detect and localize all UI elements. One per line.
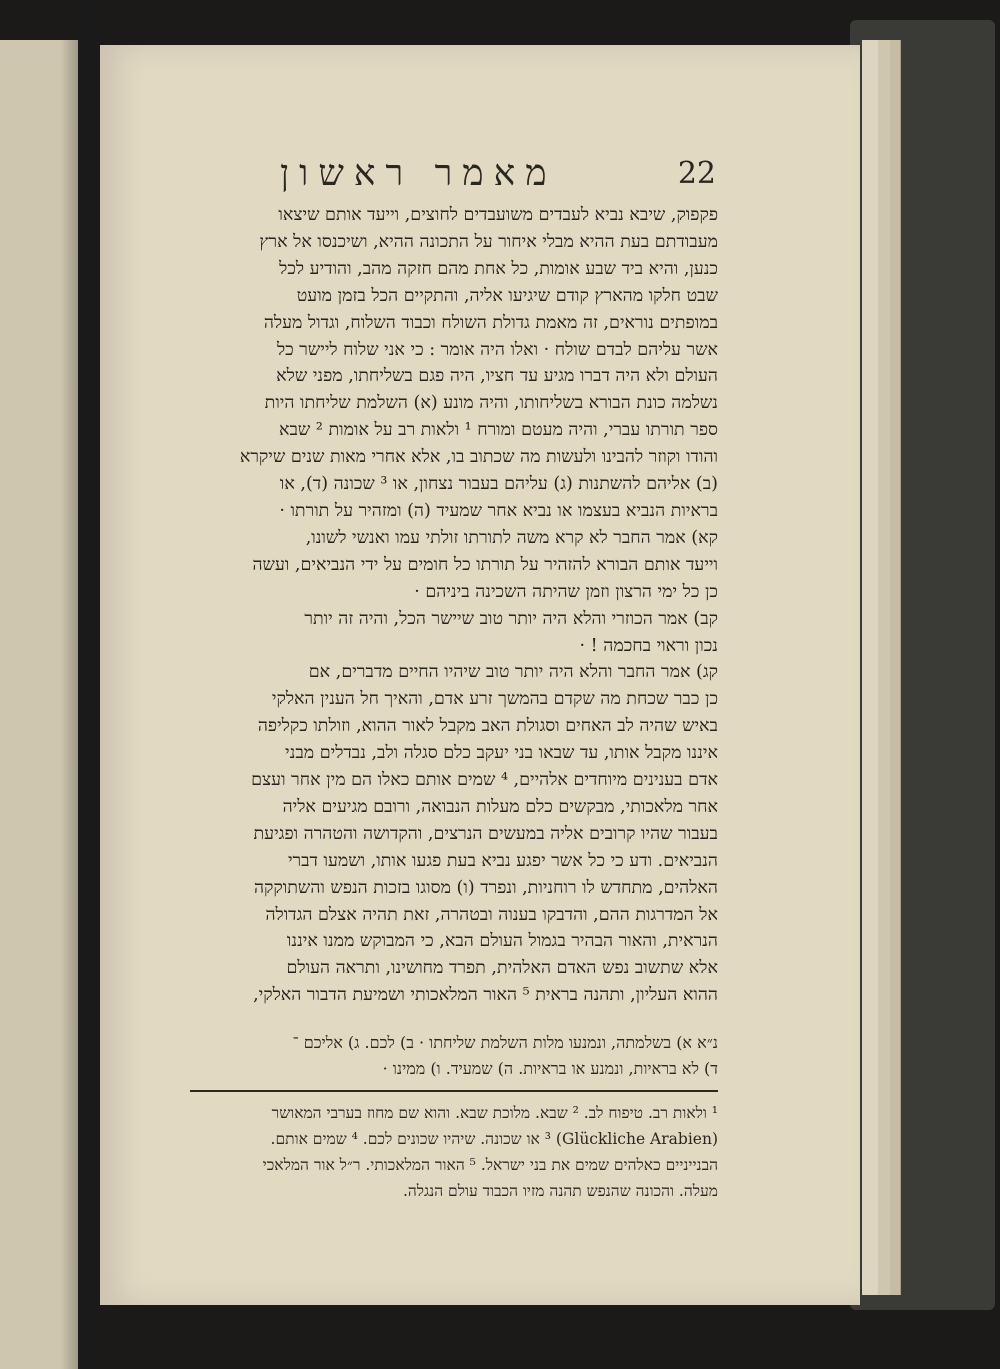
footnotes — [190, 1100, 718, 1210]
page-stack-edge — [862, 40, 879, 1295]
text-line: ההוא העליון, ותהנה בראית ⁵ האור המלאכותי ושמיעת הדבור האלקי, — [253, 985, 718, 1006]
variant-line: נ״א א) בשלמתה, ונמנעו מלות השלמת שליחתו · ב) לכם. ג) אליכם ־ — [292, 1033, 718, 1052]
text-line: והודו וקוזר להבינו ולעשות מה שכתוב בו, אלא אחרי מאות שנים שיקרא — [239, 447, 718, 468]
text-line: בעבור שהיו קרובים אליה במעשים הנרצים, והקדושה והטהרה ופגיעת — [253, 823, 718, 844]
text-line: אדם בענינים מיוחדים אלהיים, ⁴ שמים אותם כאלו הם מין אחר ועצם — [251, 770, 718, 791]
page-number: 22 — [677, 156, 716, 191]
text-line — [190, 1009, 718, 1012]
text-line: הנביאים. ודע כי כל אשר יפגע נביא בעת פגעו אותו, ושמעו דברי — [287, 850, 718, 871]
text-line: שבט חלקו מהארץ קודם שיגיעו אליה, והתקיים הכל בזמן מועט — [296, 285, 718, 306]
footnote-line: ¹ ולאות רב. טיפוח לב. ² שבא. מלוכת שבא. והוא שם מחוז בערבי המאושר — [271, 1104, 718, 1122]
text-line: וייעד אותם הבורא להזהיר על תורתו כל חומים על ידי הנביאים, ועשה — [252, 554, 718, 575]
text-line: ספר תורתו עברי, והיה מעטם ומורח ¹ ולאות רב על אומות ² שבא — [278, 420, 718, 441]
main-text — [190, 202, 718, 1012]
text-line: כנען, והיא ביד שבע אומות, כל אחת מהם חזקה מהב, והודיע לכל — [279, 258, 718, 279]
footnote-line: מעלה. והכונה שהנפש תהנה מזיו הכבוד עולם הנגלה. — [402, 1182, 718, 1200]
text-line: אלא שתשוב נפש האדם האלהית, תפרד מחושינו, ותראה העולם — [286, 958, 718, 979]
text-line: נשלמה כונת הבורא בשליחותו, והיה מונע (א) השלמת שליחתו היות — [264, 393, 718, 414]
text-line: אחר מלאכותי, מבקשים כלם מעלות הנבואה, ורובם מגיעים אליה — [282, 796, 718, 817]
footnote-line: (Glückliche Arabien) ³ או שכונה. שיהיו שכונים לכם. ⁴ שמים אותם. — [270, 1130, 718, 1148]
running-title: מאמר ראשון — [280, 153, 557, 194]
variant-readings — [190, 1030, 718, 1086]
text-line: קב) אמר הכוזרי והלא היה יותר טוב שיישר הכל, והיה זה יותר — [304, 608, 718, 629]
text-line: במופתים נוראים, זה מאמת גדולת השולח וכבוד השלוח, וגדול מעלה — [263, 312, 718, 333]
text-line: מעבודתם בעת ההיא מבלי איחור על התכונה ההיא, ושיכנסו אל ארץ — [259, 231, 718, 252]
text-line: קא) אמר החבר לא קרא משה לתורתו זולתי עמו ואנשי לשונו, — [305, 527, 718, 548]
text-line: קג) אמר החבר והלא היה יותר טוב שיהיו החיים מדברים, אם — [308, 662, 718, 683]
text-line: האלהים, מתחדש לו רוחניות, ונפרד (ו) מסוגו בזכות הנפש והשתוקקה — [253, 877, 718, 898]
page-stack-edge — [890, 40, 901, 1295]
text-line: (ב) אליהם להשתנות (ג) עליהם בעבור נצחון, או ³ שכונה (ד), או — [279, 474, 718, 495]
footnote-line: הבנייניים כאלהים שמים את בני ישראל. ⁵ האור המלאכותי. ר״ל אור המלאכי — [262, 1156, 718, 1174]
text-line: כן כל ימי הרצון וזמן שהיתה השכינה ביניהם · — [414, 581, 718, 602]
text-line: נכון וראוי בחכמה ! · — [579, 635, 718, 656]
text-line: בראיות הנביא בעצמו או נביא אחר שמעיד (ה) ומזהיר על תורתו · — [279, 500, 718, 521]
book-spine — [78, 0, 100, 1369]
text-line: העולם ולא היה דברו מגיע עד חציו, היה פגם בשליחתו, מפני שלא — [276, 366, 718, 387]
text-line: כן כבר שכחת מה שקדם בהמשך זרע אדם, והאיך חל הענין האלקי — [271, 689, 718, 710]
gutter-shadow — [60, 40, 80, 1369]
text-line: אשר עליהם לבדם שולח · ואלו היה אומר : כי אני שלוח ליישר כל — [276, 339, 718, 360]
text-line: איננו מקבל אותו, עד שבאו בני יעקב כלם סגלה ולב, נבדלים מבני — [285, 743, 718, 764]
text-line: באיש שהיה לב האחים וסגולת האב מקבל לאור ההוא, וזולתו כקליפה — [257, 716, 718, 737]
variant-line: ד) לא בראיות, ונמנע או בראיות. ה) שמעיד. ו) ממינו · — [382, 1059, 718, 1078]
footnote-divider — [190, 1090, 718, 1092]
text-line: אל המדרגות ההם, והדבקו בענוה ובטהרה, זאת תהיה אצלם הגדולה — [265, 904, 718, 925]
page-header — [190, 112, 730, 194]
text-line: הנראית, והאור הבהיר בגמול העולם הבא, כי המבוקש ממנו איננו — [286, 931, 718, 952]
text-line: פקפוק, שיבא נביא לעבדים משועבדים לחוצים, וייעד אותם שיצאו — [278, 205, 718, 225]
